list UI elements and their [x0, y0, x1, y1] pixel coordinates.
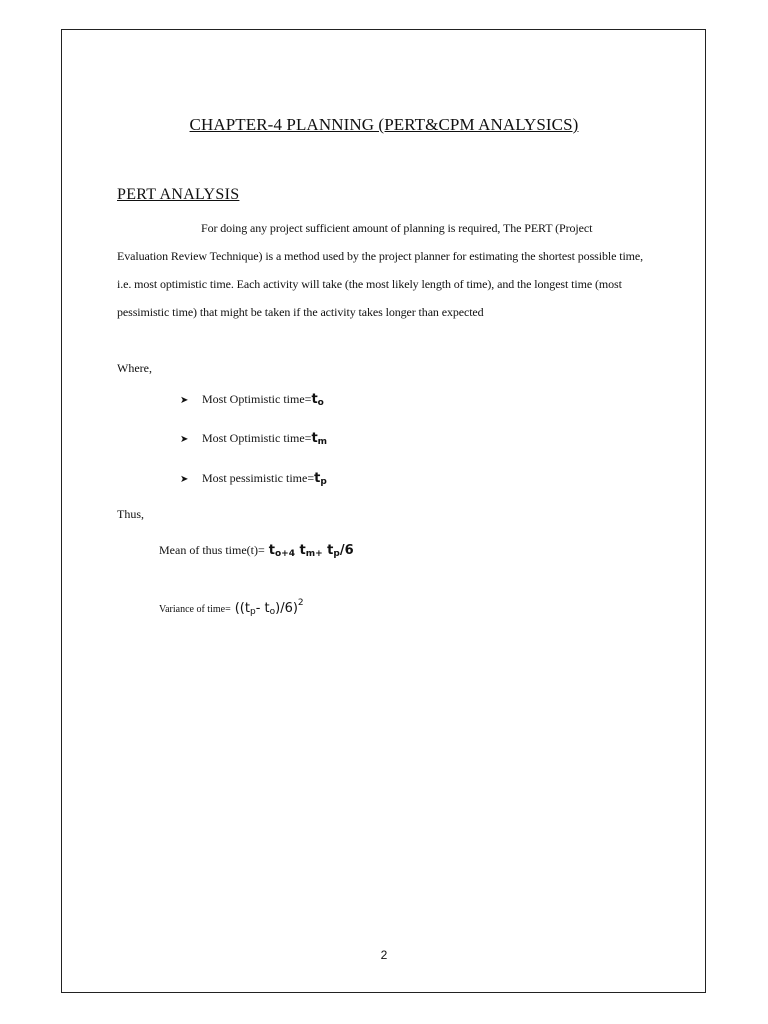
bullet-most-likely-time: [180, 431, 327, 447]
paragraph-line: For doing any project sufficient amount of planning is required, The PERT (Project: [201, 221, 593, 235]
variance-formula-line: [159, 598, 304, 617]
paragraph-line: i.e. most optimistic time. Each activity will take (the most likely length of time), and the longest time (most: [117, 277, 622, 291]
page-number: 2: [380, 948, 388, 962]
mean-formula: $t_{o+4}$ $t_{m+}$ $t_p/6$: [268, 543, 354, 559]
time-symbol: $t_p$: [314, 471, 327, 487]
page-border: [61, 29, 706, 993]
time-symbol: $t_m$: [311, 431, 328, 447]
bullet-label: Most Optimistic time=: [202, 431, 312, 445]
thus-label: Thus,: [117, 507, 144, 521]
arrow-bullet-icon: ➤: [180, 395, 189, 406]
paragraph-line: pessimistic time) that might be taken if the activity takes longer than expected: [117, 305, 484, 319]
mean-label: Mean of thus time(t)=: [159, 543, 265, 557]
where-label: Where,: [117, 361, 152, 375]
mean-formula-line: [159, 543, 354, 559]
time-symbol: $t_o$: [311, 392, 324, 408]
bullet-optimistic-time: [180, 392, 324, 408]
variance-label: Variance of time=: [159, 604, 231, 615]
arrow-bullet-icon: ➤: [180, 434, 189, 445]
bullet-label: Most Optimistic time=: [202, 392, 312, 406]
bullet-label: Most pessimistic time=: [202, 471, 315, 485]
bullet-pessimistic-time: [180, 471, 327, 487]
chapter-title: CHAPTER-4 PLANNING (PERT&CPM ANALYSICS): [189, 115, 579, 134]
variance-formula: (($t_p-$ $t_o)/6)^2$: [234, 598, 304, 617]
section-heading: PERT ANALYSIS: [117, 186, 240, 203]
paragraph-line: Evaluation Review Technique) is a method used by the project planner for estimating the shortest possible time,: [117, 249, 644, 263]
arrow-bullet-icon: ➤: [180, 474, 189, 485]
